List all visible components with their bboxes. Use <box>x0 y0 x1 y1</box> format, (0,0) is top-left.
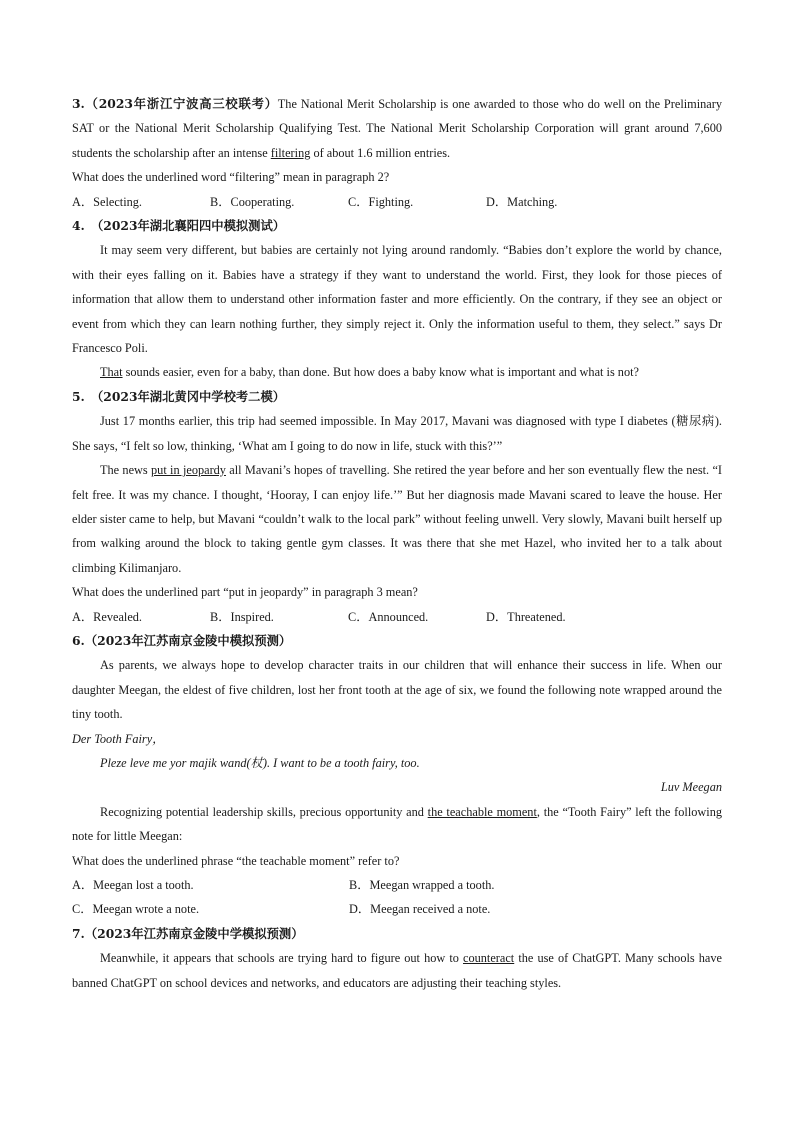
option-a[interactable]: A．Meegan lost a tooth. <box>72 878 194 892</box>
question-6-heading: 6.（2023年江苏南京金陵中模拟预测） <box>72 632 292 648</box>
question-6-paragraph-1: As parents, we always hope to develop character traits in our children that will enhance their success in life. When our daughter Meegan, the eldest of five children, lost her front tooth at the age of six, we found the following note wrapped around the tiny tooth. <box>72 658 722 722</box>
passage-text: the use of ChatGPT. Many schools have banned ChatGPT on school devices and networks, and educators are adjusting their teaching styles. <box>72 951 722 990</box>
passage-text: sounds easier, even for a baby, than done. But how does a baby know what is important and what is not? <box>122 365 639 380</box>
question-5-paragraph-1: Just 17 months earlier, this trip had seemed impossible. In May 2017, Mavani was diagnosed with type I diabetes (糖尿病). She says, “I felt so low, thinking, ‘What am I going to do now in life, stuck with this?’” <box>72 414 722 453</box>
underlined-word: filtering <box>270 145 311 160</box>
question-3-heading: 3.（2023年浙江宁波高三校联考） <box>72 96 278 111</box>
question-5-options <box>72 605 722 629</box>
question-5-heading: 5. （2023年湖北黄冈中学校考二模） <box>72 388 286 404</box>
option-c[interactable]: C．Fighting. <box>348 194 414 209</box>
question-6-options-row-1 <box>72 873 722 897</box>
question-4-heading: 4. （2023年湖北襄阳四中模拟测试） <box>72 218 286 234</box>
underlined-phrase: the teachable moment <box>427 804 537 819</box>
option-b[interactable]: B．Cooperating. <box>210 194 295 209</box>
option-a[interactable]: A．Revealed. <box>72 609 142 624</box>
option-c[interactable]: C．Meegan wrote a note. <box>72 902 200 917</box>
question-3-options <box>72 190 722 214</box>
question-4-paragraph-1: It may seem very different, but babies are certainly not lying around randomly. “Babies don’t explore the world by chance, with their eyes falling on it. Babies have a strategy if they want to understand the world. First, they look for those pieces of information that allow them to understand other information faster and more efficiently. On the contrary, if they see an object or event from which they can learn nothing further, they simply reject it. Only the information useful to them, they select.” says Dr Francesco Poli. <box>72 243 722 356</box>
underlined-phrase: put in jeopardy <box>151 463 226 478</box>
passage-text: Meanwhile, it appears that schools are trying hard to figure out how to <box>100 951 464 966</box>
question-3-prompt: What does the underlined word “filtering” mean in paragraph 2? <box>72 170 390 185</box>
option-b[interactable]: B．Inspired. <box>210 609 274 624</box>
letter-signature: Luv Meegan <box>660 780 722 795</box>
question-6-options-row-2 <box>72 897 722 921</box>
option-a[interactable]: A．Selecting. <box>72 194 143 209</box>
question-3-passage <box>72 92 722 165</box>
question-6-paragraph-2 <box>72 800 722 849</box>
document-page <box>72 92 722 995</box>
underlined-word: counteract <box>463 951 515 966</box>
letter-greeting: Der Tooth Fairy， <box>72 731 165 746</box>
option-b[interactable]: B．Meegan wrapped a tooth. <box>349 878 495 892</box>
passage-text: all Mavani’s hopes of travelling. She retired the year before and her son eventually flew the nest. “I felt free. It was my chance. I thought, ‘Hooray, I can enjoy life.’” But her diagnosis made Mavani scared to leave the house. Her elder sister came to help, but Mavani “couldn’t walk to the local park” without feeling unwell. Very slowly, Mavani built herself up from walking around the block to taking gentle gym classes. It was there that she met Hazel, who invited her to a talk about climbing Kilimanjaro. <box>72 463 723 575</box>
option-d[interactable]: D．Threatened. <box>486 609 566 624</box>
question-6-prompt: What does the underlined phrase “the teachable moment” refer to? <box>72 853 400 868</box>
passage-text: The National Merit Scholarship is one awarded to those who do well on the Preliminary SAT or the National Merit Scholarship Qualifying Test. The National Merit Scholarship Corporation will grant around 7,600 students the scholarship after an intense <box>72 97 722 160</box>
option-d[interactable]: D．Matching. <box>486 194 558 209</box>
letter-body: Pleze leve me yor majik wand(杖). I want to be a tooth fairy, too. <box>100 755 420 770</box>
passage-text: , the “Tooth Fairy” left the following note for little Meegan: <box>72 804 722 844</box>
passage-text: Recognizing potential leadership skills, precious opportunity and <box>100 804 428 819</box>
question-5-paragraph-2 <box>72 458 722 580</box>
option-c[interactable]: C．Announced. <box>348 609 429 624</box>
passage-text: The news <box>100 463 152 478</box>
underlined-word: That <box>100 365 123 380</box>
question-7-heading: 7.（2023年江苏南京金陵中学模拟预测） <box>72 925 304 941</box>
question-5-prompt: What does the underlined part “put in jeopardy” in paragraph 3 mean? <box>72 585 418 600</box>
option-d[interactable]: D．Meegan received a note. <box>349 902 491 917</box>
question-4-paragraph-2 <box>72 360 722 384</box>
passage-text: of about 1.6 million entries. <box>310 145 451 160</box>
question-7-paragraph-1 <box>72 946 722 995</box>
